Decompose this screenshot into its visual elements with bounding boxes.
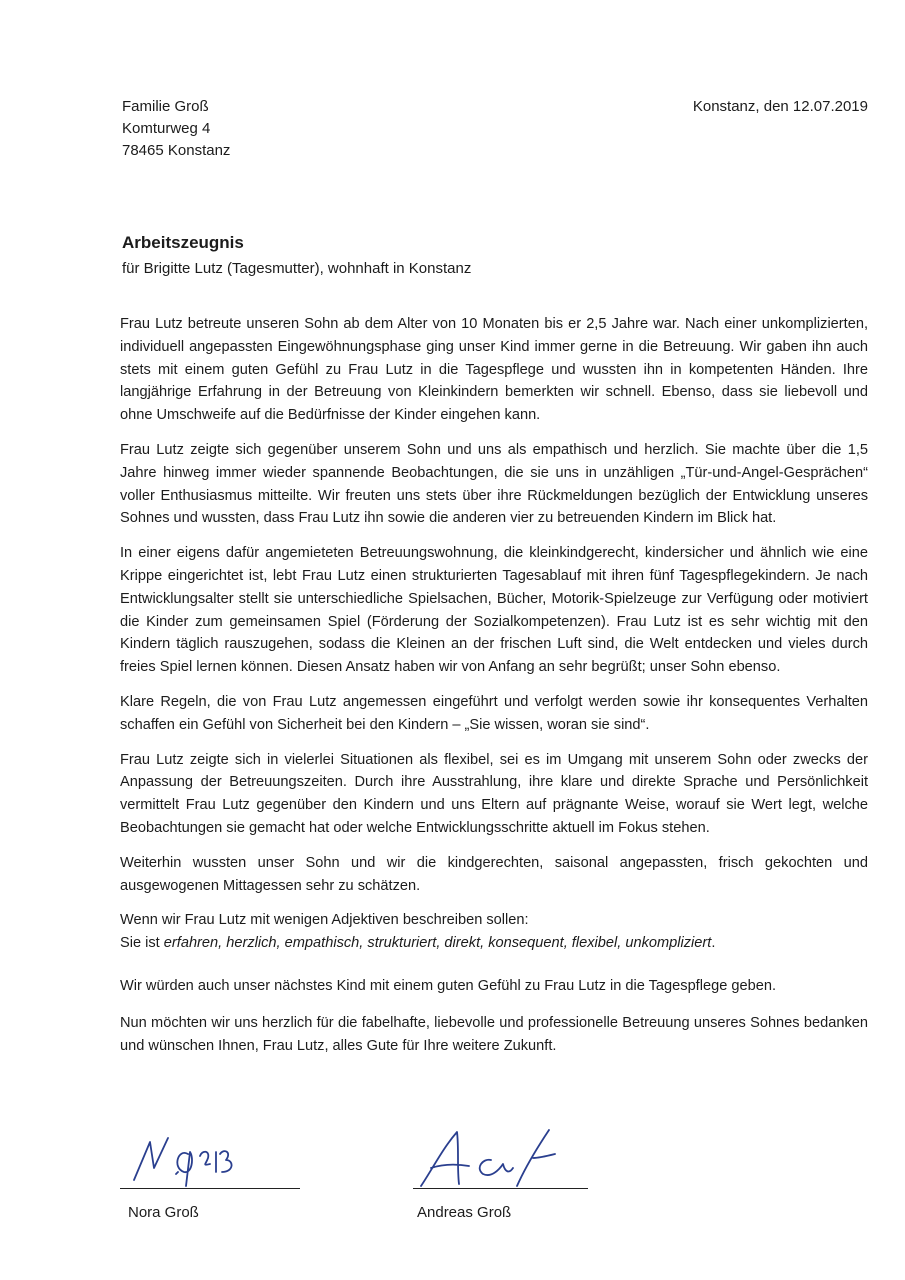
sender-city: 78465 Konstanz (122, 142, 231, 159)
signature-line (413, 1188, 588, 1189)
paragraph: In einer eigens dafür angemieteten Betreuungswohnung, die kleinkindgerecht, kindersicher und ähnlich wie eine Krippe eingerichtet ist, lebt Frau Lutz einen strukturierten Tagesablauf mit ihren fünf Tagespflegekindern. Je nach Entwicklungsalter stellt sie unterschiedliche Spielsachen, Bücher, Motorik-Spielzeuge zur Verfügung oder motiviert die Kinder zum gemeinsamen Spiel (Förderung der Sozialkompetenzen). Frau Lutz ist es sehr wichtig mit den Kindern täglich rauszugehen, sodass die Kleinen an der frischen Luft sind, die Welt entdecken und vieles durch freies Spiel lernen können. Diesen Ansatz haben wir von Anfang an sehr begrüßt; unser Sohn ebenso. (120, 545, 868, 676)
signer-name: Nora Groß (128, 1204, 199, 1221)
signature-nora-image (120, 1128, 300, 1188)
signature-block-nora (120, 1128, 300, 1223)
adjectives-list: erfahren, herzlich, empathisch, strukturiert, direkt, konsequent, flexibel, unkompliziert (163, 935, 712, 952)
signature-block-andreas (413, 1128, 588, 1223)
closing-paragraph: Wir würden auch unser nächstes Kind mit einem guten Gefühl zu Frau Lutz in die Tagespflege geben. (120, 977, 777, 994)
adjectives-paragraph (120, 909, 868, 955)
signature-line (120, 1188, 300, 1189)
document-title: Arbeitszeugnis (122, 233, 244, 252)
adjectives-intro: Wenn wir Frau Lutz mit wenigen Adjektiven beschreiben sollen: (120, 912, 529, 929)
document-subtitle: für Brigitte Lutz (Tagesmutter), wohnhaft in Konstanz (122, 260, 472, 277)
adjectives-line (120, 932, 868, 955)
adjectives-prefix: Sie ist (120, 935, 164, 952)
closing-paragraph: Nun möchten wir uns herzlich für die fabelhafte, liebevolle und professionelle Betreuung unseres Sohnes bedanken und wünschen Ihnen, Frau Lutz, alles Gute für Ihre weitere Zukunft. (120, 1014, 868, 1054)
sender-name: Familie Groß (122, 98, 209, 115)
letter-body (120, 313, 868, 1069)
adjectives-suffix: . (711, 935, 716, 952)
paragraph: Frau Lutz betreute unseren Sohn ab dem Alter von 10 Monaten bis er 2,5 Jahre war. Nach einer unkomplizierten, individuell angepassten Eingewöhnungsphase ging unser Kind immer gerne in die Betreuung. Wir gaben ihn auch stets mit einem guten Gefühl zu Frau Lutz in die Tagespflege und wussten ihn in kompetenten Händen. Ihre langjährige Erfahrung in der Betreuung von Kleinkindern bemerkten wir schnell. Ebenso, dass sie liebevoll und ohne Umschweife auf die Bedürfnisse der Kinder eingehen kann. (120, 316, 868, 424)
paragraph: Frau Lutz zeigte sich gegenüber unserem Sohn und uns als empathisch und herzlich. Sie machte über die 1,5 Jahre hinweg immer wieder spannende Beobachtungen, die sie uns in unzähligen „Tür-und-Angel-Gesprächen“ voller Enthusiasmus mitteilte. Wir freuten uns stets über ihre Rückmeldungen bezüglich der Entwicklung unseres Sohnes und wussten, dass Frau Lutz ihn sowie die anderen vier zu betreuenden Kindern im Blick hat. (120, 441, 868, 527)
signature-andreas-image (413, 1128, 588, 1188)
paragraph: Frau Lutz zeigte sich in vielerlei Situationen als flexibel, sei es im Umgang mit unserem Sohn oder zwecks der Anpassung der Betreuungszeiten. Durch ihre Ausstrahlung, ihre klare und direkte Sprache und Persönlichkeit vermittelt Frau Lutz gegenüber den Kindern und uns Eltern auf prägnante Weise, worauf sie Wert legt, welche Beobachtungen sie gemacht hat oder welche Entwicklungsschritte aktuell im Fokus stehen. (120, 751, 868, 836)
sender-address (122, 96, 230, 162)
paragraph: Weiterhin wussten unser Sohn und wir die kindgerechten, saisonal angepassten, frisch gekochten und ausgewogenen Mittagessen sehr zu schätzen. (120, 854, 868, 894)
signer-name: Andreas Groß (417, 1204, 512, 1221)
paragraph: Klare Regeln, die von Frau Lutz angemessen eingeführt und verfolgt werden sowie ihr konsequentes Verhalten schaffen ein Gefühl von Sicherheit bei den Kindern – „Sie wissen, woran sie sind“. (120, 693, 868, 733)
sender-street: Komturweg 4 (122, 120, 211, 137)
letter-date: Konstanz, den 12.07.2019 (692, 98, 868, 115)
